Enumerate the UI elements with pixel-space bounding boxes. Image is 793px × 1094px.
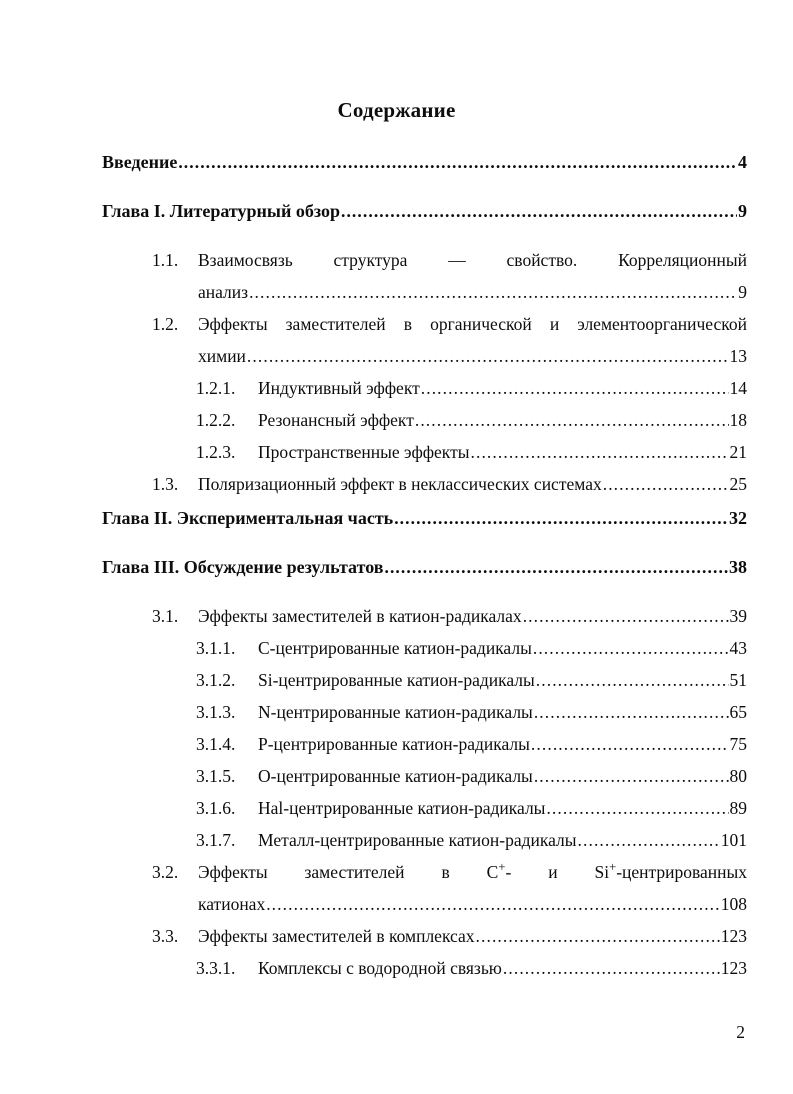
dot-leader bbox=[533, 632, 729, 664]
dot-leader bbox=[421, 372, 729, 404]
toc-entry-label: P-центрированные катион-радикалы bbox=[258, 734, 530, 754]
toc-entry-page: 38 bbox=[729, 557, 747, 577]
toc-entry-label: Комплексы с водородной связью bbox=[258, 958, 502, 978]
toc-entry-label-cont: анализ bbox=[198, 282, 249, 302]
toc-entry-page: 14 bbox=[729, 378, 747, 398]
toc-entry-page: 65 bbox=[729, 702, 747, 722]
dot-leader bbox=[178, 146, 737, 178]
toc-entry-number: 3.1. bbox=[152, 606, 179, 626]
toc-entry-number: 1.2.2. bbox=[196, 410, 236, 430]
toc-entry-label-cont: катионах bbox=[198, 894, 266, 914]
toc-entry-3-3-1[interactable] bbox=[102, 952, 747, 984]
toc-entry-3-1-6[interactable] bbox=[102, 792, 747, 824]
toc-entry-list bbox=[102, 146, 747, 984]
toc-entry-number: 3.1.2. bbox=[196, 670, 236, 690]
toc-entry-chapter-1[interactable] bbox=[102, 195, 747, 227]
element-symbol: C bbox=[486, 862, 499, 882]
toc-entry-3-3[interactable] bbox=[102, 920, 747, 952]
toc-entry-page: 51 bbox=[729, 670, 747, 690]
toc-entry-label: Резонансный эффект bbox=[258, 410, 414, 430]
toc-entry-3-1-2[interactable] bbox=[102, 664, 747, 696]
toc-entry-page: 101 bbox=[720, 830, 747, 850]
dot-leader bbox=[341, 195, 737, 227]
toc-entry-label: Введение bbox=[102, 152, 178, 172]
toc-entry-page: 75 bbox=[729, 734, 747, 754]
toc-entry-1-3[interactable] bbox=[102, 468, 747, 500]
toc-entry-page: 25 bbox=[729, 474, 747, 494]
toc-entry-page: 18 bbox=[729, 410, 747, 430]
dot-leader bbox=[603, 468, 729, 500]
toc-entry-chapter-2[interactable] bbox=[102, 502, 747, 534]
toc-entry-number: 3.3. bbox=[152, 926, 179, 946]
toc-entry-3-1-4[interactable] bbox=[102, 728, 747, 760]
toc-entry-number: 1.3. bbox=[152, 474, 179, 494]
toc-entry-label: Глава I. Литературный обзор bbox=[102, 201, 340, 221]
toc-entry-page: 123 bbox=[720, 926, 747, 946]
toc-entry-page: 4 bbox=[738, 152, 747, 172]
toc-entry-label-cont: химии bbox=[198, 346, 246, 366]
toc-entry-number: 1.2. bbox=[152, 314, 179, 334]
toc-entry-label: Эффекты заместителей в катион-радикалах bbox=[198, 606, 522, 626]
label-word: в bbox=[441, 862, 450, 882]
toc-entry-page: 43 bbox=[729, 638, 747, 658]
label-formula-silicon bbox=[594, 862, 747, 882]
toc-entry-label: Индуктивный эффект bbox=[258, 378, 420, 398]
dot-leader bbox=[534, 696, 729, 728]
dot-leader bbox=[546, 792, 728, 824]
toc-entry-introduction[interactable] bbox=[102, 146, 747, 178]
page-title: Содержание bbox=[337, 98, 456, 122]
toc-entry-label: N-центрированные катион-радикалы bbox=[258, 702, 533, 722]
toc-entry-1-2[interactable] bbox=[102, 308, 747, 372]
toc-entry-label: Взаимосвязь структура — свойство. Корреляционный bbox=[198, 250, 747, 270]
toc-entry-label: O-центрированные катион-радикалы bbox=[258, 766, 533, 786]
toc-entry-page: 108 bbox=[720, 894, 747, 914]
toc-entry-1-2-1[interactable] bbox=[102, 372, 747, 404]
toc-entry-number: 3.1.1. bbox=[196, 638, 236, 658]
toc-entry-page: 39 bbox=[729, 606, 747, 626]
toc-entry-label: Глава II. Экспериментальная часть bbox=[102, 508, 394, 528]
toc-entry-page: 13 bbox=[729, 346, 747, 366]
toc-entry-page: 89 bbox=[729, 798, 747, 818]
toc-entry-number: 3.1.5. bbox=[196, 766, 236, 786]
toc-entry-1-2-3[interactable] bbox=[102, 436, 747, 468]
toc-entry-number: 1.2.3. bbox=[196, 442, 236, 462]
toc-entry-number: 3.1.7. bbox=[196, 830, 236, 850]
dot-leader bbox=[247, 340, 729, 372]
dot-leader bbox=[384, 551, 728, 583]
dot-leader bbox=[536, 664, 729, 696]
toc-entry-1-2-2[interactable] bbox=[102, 404, 747, 436]
dot-leader bbox=[534, 760, 729, 792]
dot-leader bbox=[249, 276, 737, 308]
toc-entry-label: Металл-центрированные катион-радикалы bbox=[258, 830, 577, 850]
toc-entry-page: 21 bbox=[729, 442, 747, 462]
page-folio: 2 bbox=[736, 1022, 745, 1042]
toc-entry-number: 3.1.6. bbox=[196, 798, 236, 818]
dot-leader bbox=[503, 952, 720, 984]
dot-leader bbox=[266, 888, 720, 920]
toc-entry-3-2[interactable] bbox=[102, 856, 747, 920]
toc-entry-number: 1.1. bbox=[152, 250, 179, 270]
toc-entry-number: 3.3.1. bbox=[196, 958, 236, 978]
dot-leader bbox=[523, 600, 729, 632]
toc-entry-page: 123 bbox=[720, 958, 747, 978]
toc-entry-3-1-5[interactable] bbox=[102, 760, 747, 792]
toc-entry-3-1-7[interactable] bbox=[102, 824, 747, 856]
label-word: Эффекты bbox=[198, 862, 268, 882]
element-symbol: Si bbox=[594, 862, 610, 882]
toc-entry-3-1-1[interactable] bbox=[102, 632, 747, 664]
toc-entry-number: 3.1.4. bbox=[196, 734, 236, 754]
toc-entry-1-1[interactable] bbox=[102, 244, 747, 308]
toc-entry-label: Поляризационный эффект в неклассических системах bbox=[198, 474, 602, 494]
dot-leader bbox=[394, 502, 728, 534]
toc-entry-label: Пространственные эффекты bbox=[258, 442, 470, 462]
toc-entry-3-1-3[interactable] bbox=[102, 696, 747, 728]
toc-entry-3-1[interactable] bbox=[102, 600, 747, 632]
toc-entry-chapter-3[interactable] bbox=[102, 551, 747, 583]
charge-superscript: + bbox=[498, 860, 506, 875]
dot-leader bbox=[415, 404, 729, 436]
label-word: и bbox=[548, 862, 558, 882]
dot-leader bbox=[471, 436, 729, 468]
toc-entry-label: Эффекты заместителей в комплексах bbox=[198, 926, 475, 946]
toc-entry-number: 3.1.3. bbox=[196, 702, 236, 722]
toc-entry-label: C-центрированные катион-радикалы bbox=[258, 638, 532, 658]
toc-entry-label: Hal-центрированные катион-радикалы bbox=[258, 798, 546, 818]
toc-entry-number: 3.2. bbox=[152, 862, 179, 882]
label-word: заместителей bbox=[304, 862, 405, 882]
hyphen: - bbox=[505, 862, 512, 882]
toc-entry-label bbox=[198, 856, 747, 888]
label-suffix: -центрированных bbox=[616, 862, 748, 882]
label-formula-carbon bbox=[487, 862, 512, 882]
charge-superscript: + bbox=[609, 860, 617, 875]
dot-leader bbox=[531, 728, 729, 760]
dot-leader bbox=[476, 920, 720, 952]
toc-entry-page: 9 bbox=[738, 282, 747, 302]
toc-entry-label: Эффекты заместителей в органической и элементоорганической bbox=[198, 314, 747, 334]
toc-entry-label: Si-центрированные катион-радикалы bbox=[258, 670, 535, 690]
toc-entry-page: 9 bbox=[738, 201, 747, 221]
toc-entry-page: 80 bbox=[729, 766, 747, 786]
toc-entry-number: 1.2.1. bbox=[196, 378, 236, 398]
toc-entry-label: Глава III. Обсуждение результатов bbox=[102, 557, 384, 577]
toc-entry-page: 32 bbox=[729, 508, 747, 528]
dot-leader bbox=[578, 824, 720, 856]
